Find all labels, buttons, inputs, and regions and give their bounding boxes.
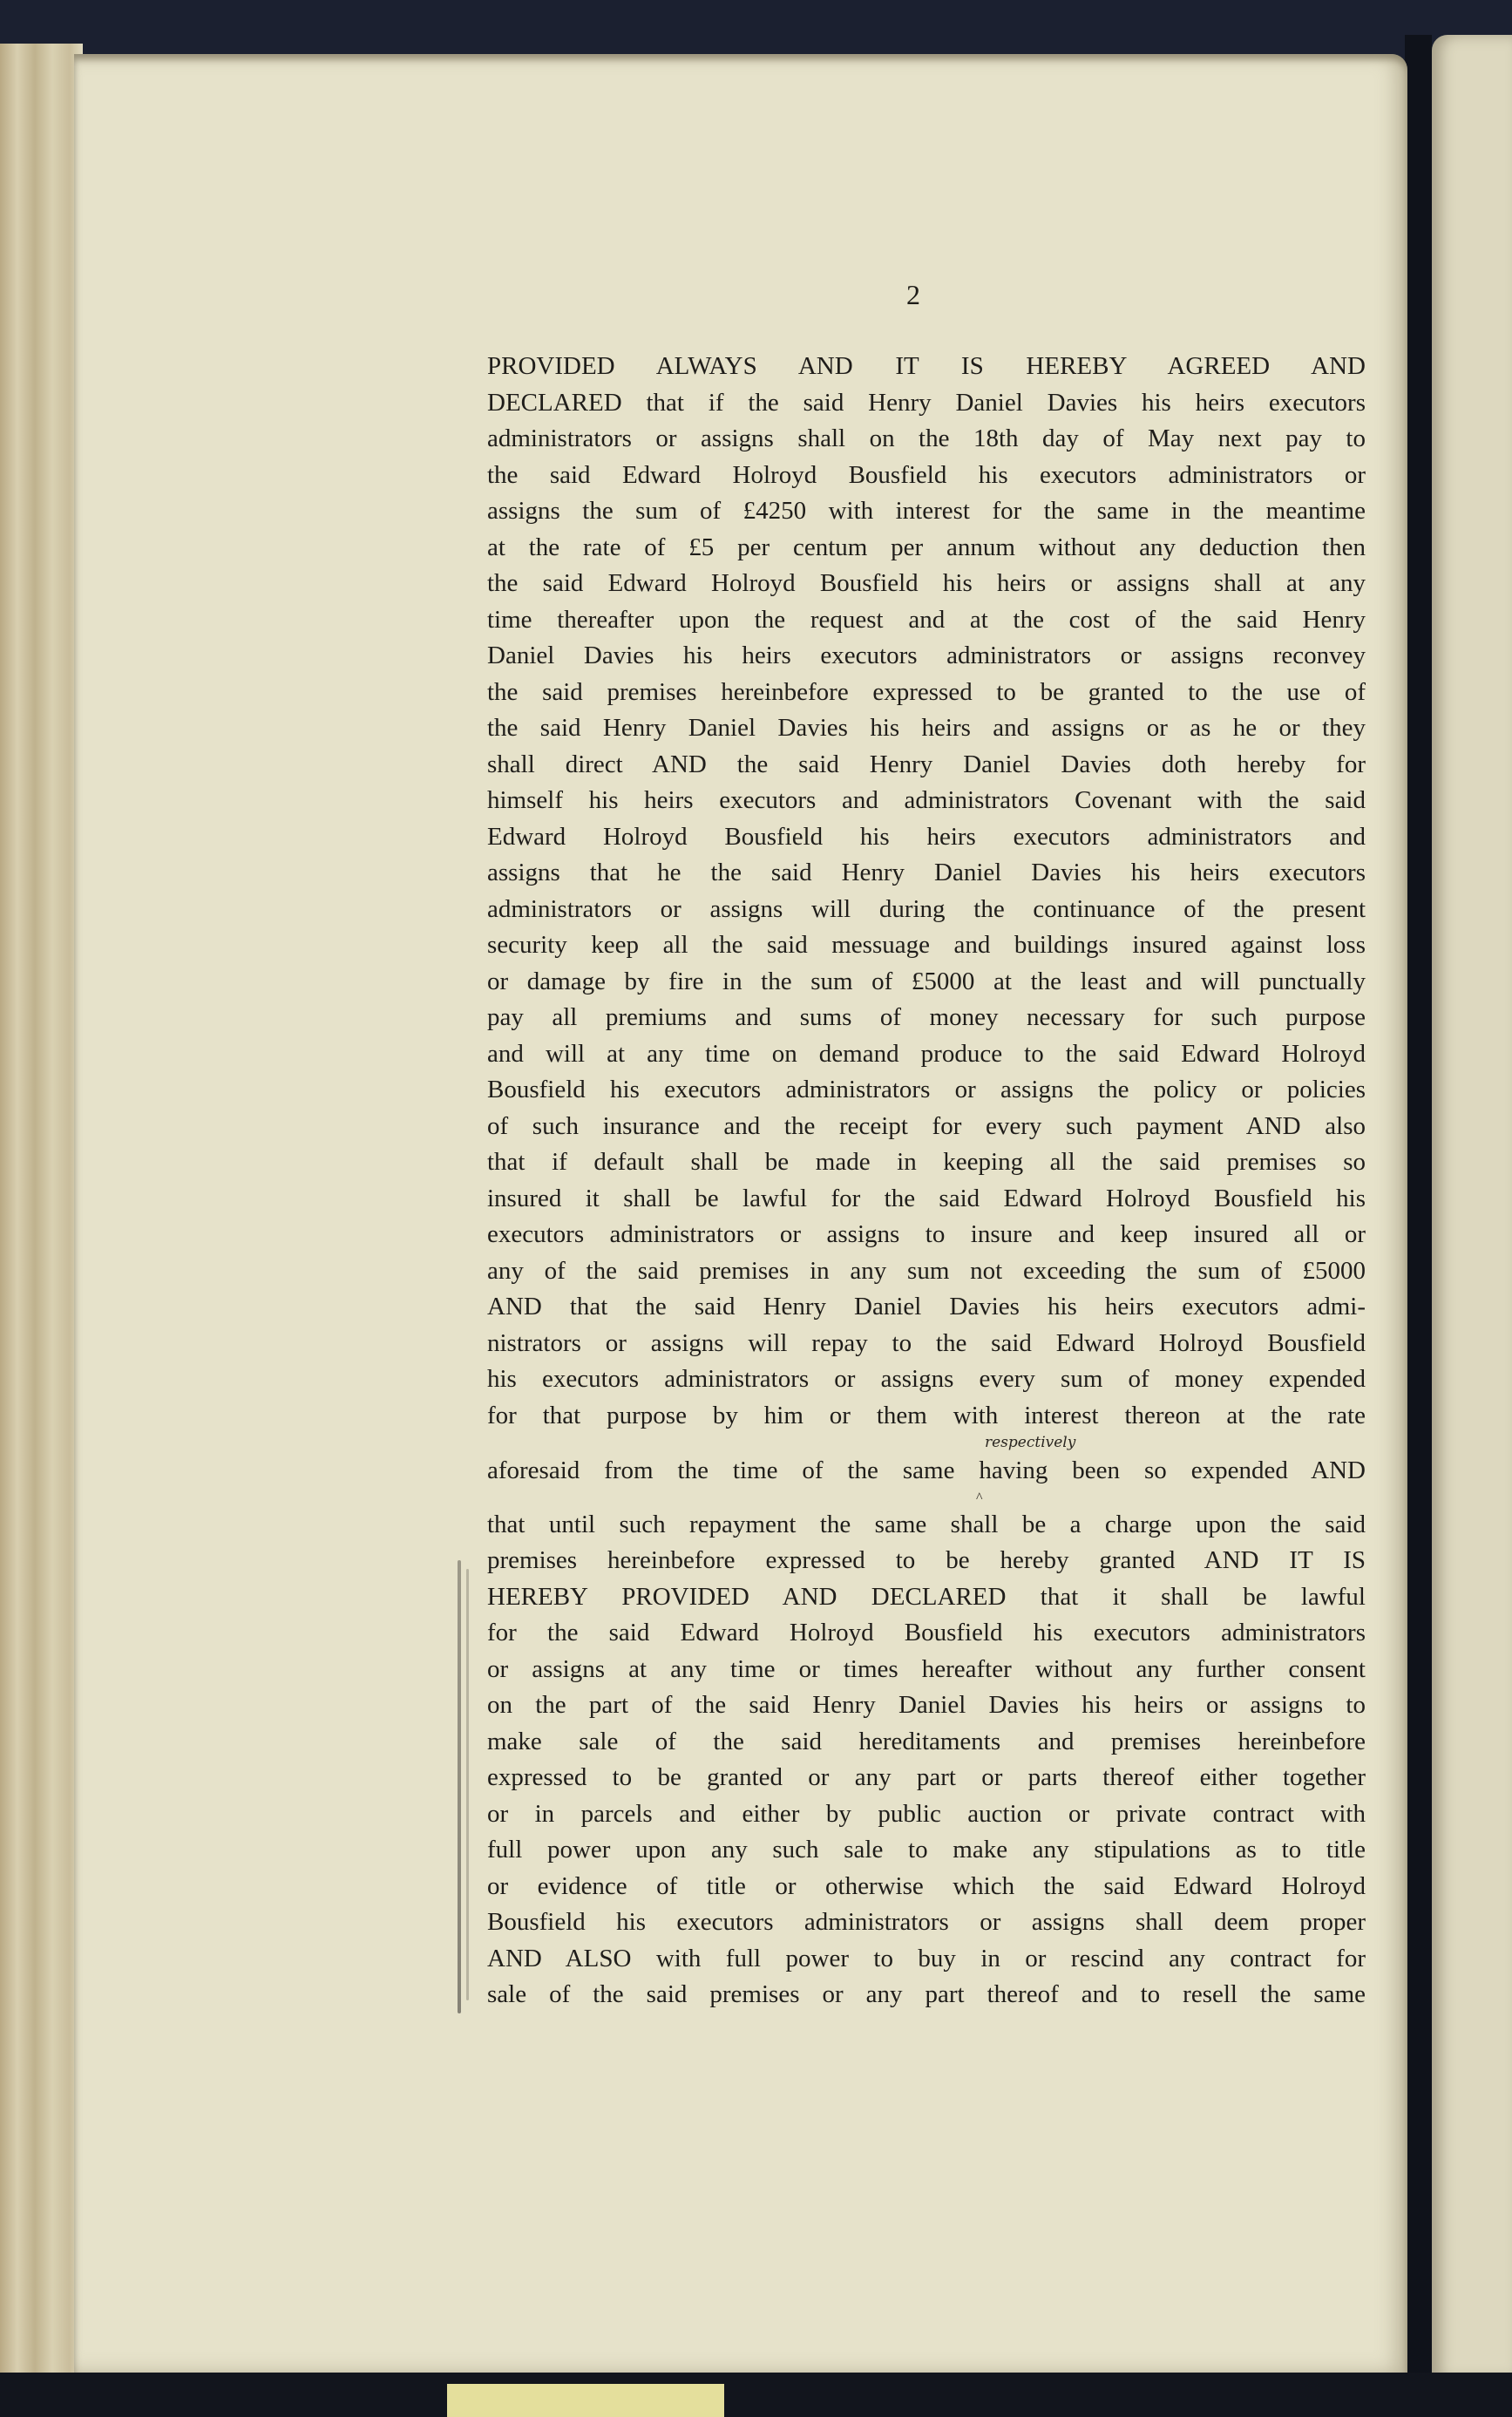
text-line: aforesaid from the time of the same having been so expended AND xyxy=(487,1456,1366,1484)
text-line: make sale of the said hereditaments and premises hereinbefore xyxy=(487,1727,1366,1755)
insertion-caret-mark: ^ xyxy=(976,1490,983,1505)
text-line: Bousfield his executors administrators or assigns shall deem proper xyxy=(487,1908,1366,1936)
text-line: the said Edward Holroyd Bousfield his heirs or assigns shall at any xyxy=(487,569,1366,597)
text-line: administrators or assigns shall on the 18th day of May next pay to xyxy=(487,424,1366,452)
book-gutter xyxy=(1405,35,1432,2417)
text-line: sale of the said premises or any part thereof and to resell the same xyxy=(487,1980,1366,2008)
text-line: AND that the said Henry Daniel Davies his heirs executors admi- xyxy=(487,1293,1366,1321)
text-line: any of the said premises in any sum not exceeding the sum of £5000 xyxy=(487,1256,1366,1285)
text-line: administrators or assigns will during the continuance of the present xyxy=(487,894,1366,923)
text-line: or damage by fire in the sum of £5000 at the least and will punctually xyxy=(487,967,1366,995)
text-line: or evidence of title or otherwise which the said Edward Holroyd xyxy=(487,1871,1366,1900)
deed-text xyxy=(487,349,1366,2013)
text-line: shall direct AND the said Henry Daniel Davies doth hereby for xyxy=(487,750,1366,778)
book-cover-bottom xyxy=(0,2373,1512,2417)
text-line: Daniel Davies his heirs executors administrators or assigns reconvey xyxy=(487,642,1366,669)
text-line: for that purpose by him or them with interest thereon at the rate xyxy=(487,1401,1366,1429)
text-line: the said Henry Daniel Davies his heirs and assigns or as he or they xyxy=(487,714,1366,742)
text-line: and will at any time on demand produce to the said Edward Holroyd xyxy=(487,1039,1366,1068)
text-line: PROVIDED ALWAYS AND IT IS HEREBY AGREED AND xyxy=(487,352,1366,380)
text-line: assigns the sum of £4250 with interest for the same in the meantime xyxy=(487,497,1366,525)
handwritten-annotation: respectively xyxy=(985,1434,1076,1451)
text-line: or in parcels and either by public auction or private contract with xyxy=(487,1799,1366,1828)
text-line: expressed to be granted or any part or parts thereof either together xyxy=(487,1763,1366,1791)
text-line: himself his heirs executors and administrators Covenant with the said xyxy=(487,786,1366,814)
text-line: his executors administrators or assigns every sum of money expended xyxy=(487,1365,1366,1393)
pencil-margin-mark xyxy=(458,1560,461,2013)
text-line: the said Edward Holroyd Bousfield his executors administrators or xyxy=(487,460,1366,489)
text-line: that if default shall be made in keeping all the said premises so xyxy=(487,1148,1366,1176)
text-line: of such insurance and the receipt for every such payment AND also xyxy=(487,1111,1366,1140)
text-line: DECLARED that if the said Henry Daniel Davies his heirs executors xyxy=(487,388,1366,417)
text-line: AND ALSO with full power to buy in or rescind any contract for xyxy=(487,1944,1366,1972)
text-line: the said premises hereinbefore expressed to be granted to the use of xyxy=(487,677,1366,706)
pencil-margin-mark xyxy=(466,1569,469,2000)
text-line: on the part of the said Henry Daniel Davies his heirs or assigns to xyxy=(487,1691,1366,1719)
text-line: assigns that he the said Henry Daniel Davies his heirs executors xyxy=(487,859,1366,886)
text-line: or assigns at any time or times hereafter without any further consent xyxy=(487,1654,1366,1683)
page-edges xyxy=(0,44,83,2397)
text-line: pay all premiums and sums of money necessary for such purpose xyxy=(487,1003,1366,1031)
text-line: security keep all the said messuage and buildings insured against loss xyxy=(487,931,1366,959)
facing-page xyxy=(1432,35,1512,2380)
text-line: executors administrators or assigns to insure and keep insured all or xyxy=(487,1220,1366,1248)
text-line: nistrators or assigns will repay to the said Edward Holroyd Bousfield xyxy=(487,1328,1366,1357)
text-line: Edward Holroyd Bousfield his heirs executors administrators and xyxy=(487,822,1366,851)
text-line: insured it shall be lawful for the said Edward Holroyd Bousfield his xyxy=(487,1184,1366,1212)
page-number: 2 xyxy=(906,279,920,310)
text-line: for the said Edward Holroyd Bousfield his executors administrators xyxy=(487,1619,1366,1646)
text-line: HEREBY PROVIDED AND DECLARED that it shall be lawful xyxy=(487,1582,1366,1611)
text-line: at the rate of £5 per centum per annum without any deduction then xyxy=(487,533,1366,561)
book-cover-top xyxy=(0,0,1512,61)
text-line: time thereafter upon the request and at the cost of the said Henry xyxy=(487,605,1366,634)
text-line: that until such repayment the same shall be a charge upon the said xyxy=(487,1510,1366,1538)
text-line: Bousfield his executors administrators or assigns the policy or policies xyxy=(487,1076,1366,1103)
text-line: premises hereinbefore expressed to be hereby granted AND IT IS xyxy=(487,1546,1366,1574)
bookmark-tab xyxy=(447,2384,724,2417)
text-line: full power upon any such sale to make any stipulations as to title xyxy=(487,1836,1366,1864)
